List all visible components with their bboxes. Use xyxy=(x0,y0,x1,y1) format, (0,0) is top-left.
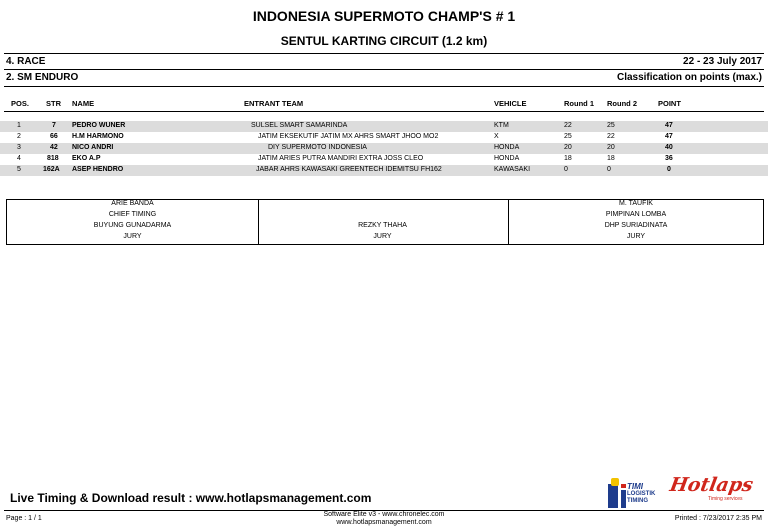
page-number: Page : 1 / 1 xyxy=(6,515,42,522)
date-label: 22 - 23 July 2017 xyxy=(683,56,762,67)
round2-cell: 18 xyxy=(607,155,615,162)
col-vehicle: VEHICLE xyxy=(494,99,527,108)
pos-cell: 2 xyxy=(17,133,21,140)
signature-line: M. TAUFIK xyxy=(619,200,653,207)
timi-text: TIMI xyxy=(627,482,643,491)
vehicle-cell: X xyxy=(494,133,499,140)
classification-label: Classification on points (max.) xyxy=(616,72,762,83)
divider xyxy=(4,53,764,54)
vehicle-cell: HONDA xyxy=(494,144,520,151)
signature-line: BUYUNG GUNADARMA xyxy=(93,222,172,229)
vehicle-cell: HONDA xyxy=(494,155,520,162)
printed-timestamp: Printed : 7/23/2017 2:35 PM xyxy=(674,515,762,522)
hotlaps-text: Hotlaps xyxy=(668,474,755,496)
col-point: POINT xyxy=(658,99,681,108)
col-name: NAME xyxy=(72,99,95,108)
signature-box-left xyxy=(6,199,259,245)
str-cell: 818 xyxy=(47,155,59,162)
timi-logo xyxy=(607,476,665,510)
team-cell: JATIM ARIES PUTRA MANDIRI EXTRA JOSS CLEO xyxy=(258,155,424,162)
round2-cell: 20 xyxy=(607,144,615,151)
divider xyxy=(4,69,764,70)
col-team: ENTRANT TEAM xyxy=(244,99,304,108)
col-round2: Round 2 xyxy=(607,99,637,108)
signature-line: REZKY THAHA xyxy=(358,222,407,229)
table-row xyxy=(0,154,768,165)
signature-line: JURY xyxy=(626,233,646,240)
divider xyxy=(4,86,764,87)
pos-cell: 3 xyxy=(17,144,21,151)
signature-line: JURY xyxy=(123,233,142,240)
signature-line: PIMPINAN LOMBA xyxy=(605,211,667,218)
name-cell: NICO ANDRI xyxy=(72,144,114,151)
point-cell: 0 xyxy=(667,166,671,173)
name-cell: EKO A.P xyxy=(72,155,101,162)
name-cell: H.M HARMONO xyxy=(72,133,124,140)
class-label: 2. SM ENDURO xyxy=(6,72,79,83)
col-str: STR xyxy=(46,99,61,108)
name-cell: ASEP HENDRO xyxy=(72,166,124,173)
circuit-title: SENTUL KARTING CIRCUIT (1.2 km) xyxy=(280,34,488,48)
signature-line: CHIEF TIMING xyxy=(108,211,157,218)
round2-cell: 0 xyxy=(607,166,611,173)
round1-cell: 0 xyxy=(564,166,568,173)
col-pos: POS. xyxy=(11,99,29,108)
live-timing-link[interactable]: Live Timing & Download result : www.hotlapsmanagement.com xyxy=(10,491,372,505)
signature-line: DHP SURIADINATA xyxy=(604,222,668,229)
team-cell: SULSEL SMART SAMARINDA xyxy=(251,122,348,129)
race-label: 4. RACE xyxy=(6,56,46,67)
table-row xyxy=(0,143,768,154)
timi-sub-text: LOGISTIK xyxy=(627,491,656,497)
team-cell: JABAR AHRS KAWASAKI GREENTECH IDEMITSU FH162 xyxy=(256,166,442,173)
table-row xyxy=(0,165,768,176)
software-credit: Software Elite v3 - www.chronelec.com xyxy=(323,511,445,518)
signature-box-middle xyxy=(257,199,509,245)
table-row xyxy=(0,132,768,143)
point-cell: 47 xyxy=(665,122,673,129)
hotlaps-logo xyxy=(668,474,760,504)
header-divider xyxy=(4,111,764,112)
round1-cell: 25 xyxy=(564,133,572,140)
name-cell: PEDRO WUNER xyxy=(72,122,126,129)
pos-cell: 1 xyxy=(17,122,21,129)
signature-line: JURY xyxy=(373,233,392,240)
timi-sub-text: TIMING xyxy=(627,498,648,504)
point-cell: 47 xyxy=(665,133,673,140)
round2-cell: 22 xyxy=(607,133,615,140)
vehicle-cell: KAWASAKI xyxy=(494,166,531,173)
round1-cell: 22 xyxy=(564,122,572,129)
str-cell: 42 xyxy=(50,144,58,151)
round2-cell: 25 xyxy=(607,122,615,129)
event-title: INDONESIA SUPERMOTO CHAMP'S # 1 xyxy=(252,8,516,24)
signature-line: ARIE BANDA xyxy=(111,200,154,207)
pos-cell: 4 xyxy=(17,155,21,162)
vehicle-cell: KTM xyxy=(494,122,509,129)
website-credit[interactable]: www.hotlapsmanagement.com xyxy=(336,519,432,526)
team-cell: JATIM EKSEKUTIF JATIM MX AHRS SMART JHOO MO2 xyxy=(258,133,439,140)
round1-cell: 18 xyxy=(564,155,572,162)
hotlaps-sub-text: Timing services xyxy=(708,496,743,502)
point-cell: 36 xyxy=(665,155,673,162)
round1-cell: 20 xyxy=(564,144,572,151)
col-round1: Round 1 xyxy=(564,99,594,108)
team-cell: DIY SUPERMOTO INDONESIA xyxy=(268,144,367,151)
table-row xyxy=(0,121,768,132)
str-cell: 162A xyxy=(43,166,60,173)
point-cell: 40 xyxy=(665,144,673,151)
str-cell: 66 xyxy=(50,133,58,140)
pos-cell: 5 xyxy=(17,166,21,173)
signature-box-right xyxy=(508,199,764,245)
str-cell: 7 xyxy=(52,122,56,129)
